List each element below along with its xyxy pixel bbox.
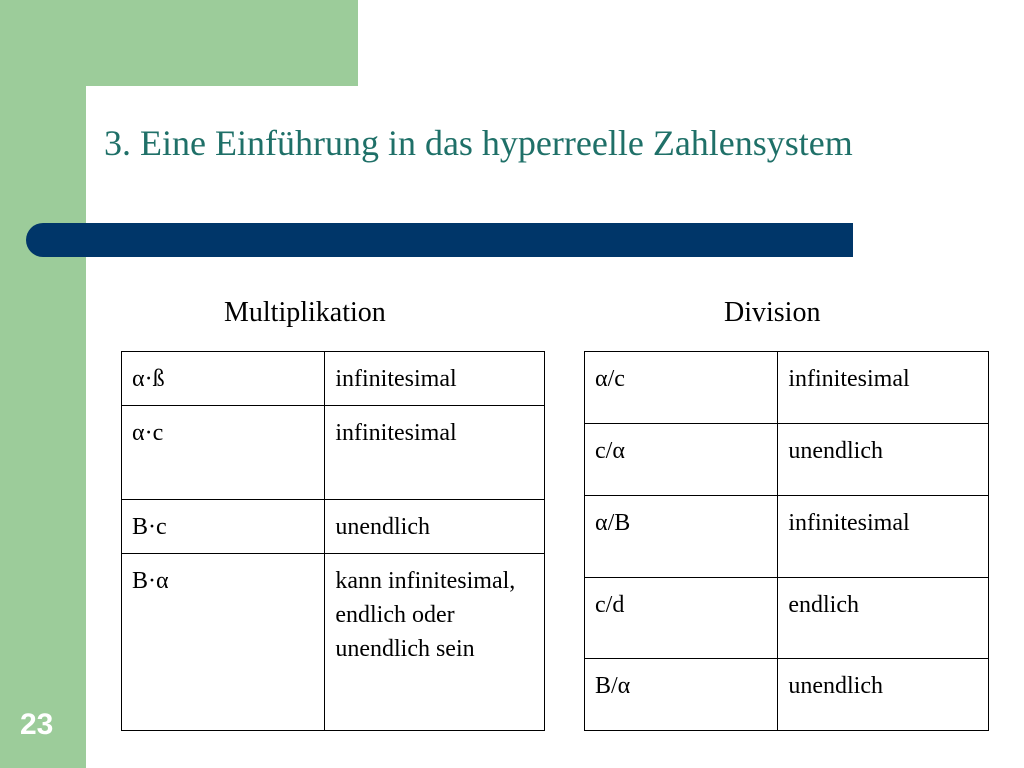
expression-cell: α/c bbox=[585, 352, 778, 424]
result-cell: infinitesimal bbox=[325, 406, 545, 500]
expression-cell: c/α bbox=[585, 424, 778, 496]
result-cell: unendlich bbox=[778, 659, 989, 731]
left-accent-band bbox=[0, 0, 86, 768]
title-underline-bar bbox=[26, 223, 853, 257]
table-row bbox=[122, 406, 545, 500]
table-row bbox=[122, 500, 545, 554]
result-cell: infinitesimal bbox=[778, 352, 989, 424]
table-row bbox=[585, 424, 989, 496]
expression-cell: B·c bbox=[122, 500, 325, 554]
expression-cell: α/B bbox=[585, 496, 778, 578]
division-heading: Division bbox=[724, 297, 821, 328]
table-row bbox=[585, 496, 989, 578]
page-number: 23 bbox=[20, 708, 54, 741]
table-row bbox=[585, 352, 989, 424]
expression-cell: B/α bbox=[585, 659, 778, 731]
table-row bbox=[585, 659, 989, 731]
table-row bbox=[122, 554, 545, 731]
expression-cell: α·c bbox=[122, 406, 325, 500]
top-accent-band bbox=[86, 0, 358, 86]
result-cell: endlich bbox=[778, 578, 989, 659]
table-row bbox=[585, 578, 989, 659]
result-cell: infinitesimal bbox=[778, 496, 989, 578]
expression-cell: c/d bbox=[585, 578, 778, 659]
result-cell: unendlich bbox=[325, 500, 545, 554]
division-table bbox=[584, 351, 989, 731]
table-row bbox=[122, 352, 545, 406]
expression-cell: B·α bbox=[122, 554, 325, 731]
multiplication-heading: Multiplikation bbox=[224, 297, 386, 328]
result-cell: kann infinitesimal, endlich oder unendlich sein bbox=[325, 554, 545, 731]
result-cell: unendlich bbox=[778, 424, 989, 496]
multiplication-table bbox=[121, 351, 545, 731]
result-cell: infinitesimal bbox=[325, 352, 545, 406]
expression-cell: α·ß bbox=[122, 352, 325, 406]
slide-title: 3. Eine Einführung in das hyperreelle Zahlensystem bbox=[104, 123, 853, 163]
